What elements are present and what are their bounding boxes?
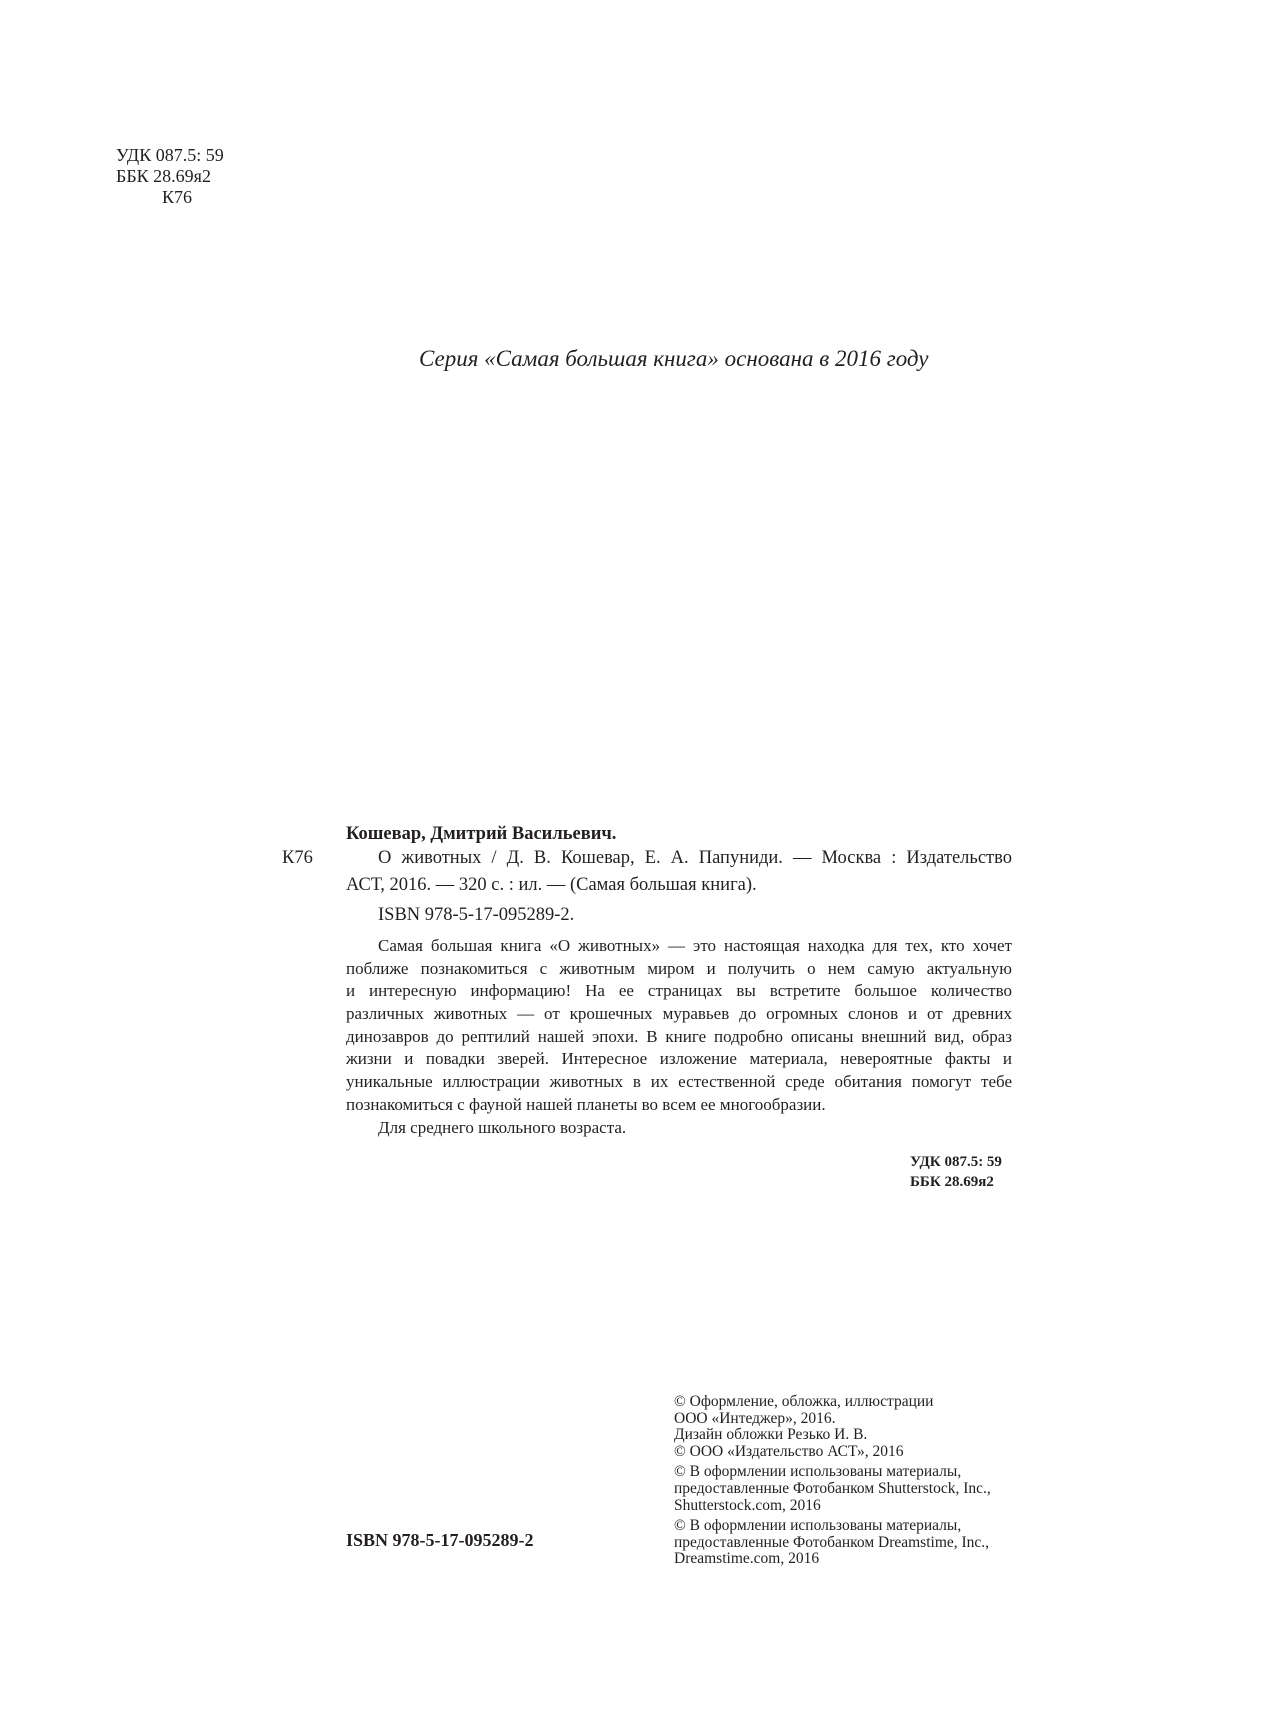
bottom-classification-codes xyxy=(910,1152,1002,1192)
bottom-udk-code: УДК 087.5: 59 xyxy=(910,1154,1002,1170)
copyright-line: © В оформлении использованы материалы, xyxy=(674,1463,962,1481)
annotation-text xyxy=(346,935,1012,1117)
copyright-line: © Оформление, обложка, иллюстрации xyxy=(674,1393,934,1410)
copyright-block xyxy=(674,1394,991,1568)
top-author-mark: К76 xyxy=(162,187,193,207)
bibliography-author: Кошевар, Дмитрий Васильевич. xyxy=(346,824,617,844)
top-bbk-code: ББК 28.69я2 xyxy=(116,166,211,186)
bibliography-author-mark: К76 xyxy=(282,848,313,868)
copyright-line: © В оформлении использованы материалы, xyxy=(674,1517,962,1535)
annotation-line: уникальные иллюстрации животных в их естественной среде обитания помогут тебе xyxy=(346,1072,1012,1092)
age-recommendation: Для среднего школьного возраста. xyxy=(378,1118,627,1137)
bibliography-title-line-1: О животных / Д. В. Кошевар, Е. А. Папуниди. — Москва : Издательство xyxy=(378,848,1012,868)
copyright-line: Dreamstime.com, 2016 xyxy=(674,1550,820,1568)
bibliography-title-line-2: АСТ, 2016. — 320 с. : ил. — (Самая большая книга). xyxy=(346,875,757,895)
bibliography-isbn: ISBN 978-5-17-095289-2. xyxy=(378,905,575,925)
bottom-bbk-code: ББК 28.69я2 xyxy=(910,1174,994,1190)
isbn-bottom: ISBN 978-5-17-095289-2 xyxy=(346,1530,534,1550)
annotation-line: поближе познакомиться с животным миром и получить о нем самую актуальную xyxy=(346,958,1012,978)
top-classification-codes xyxy=(116,145,224,208)
copyright-line: Shutterstock.com, 2016 xyxy=(674,1496,821,1514)
copyright-line: ООО «Интеджер», 2016. xyxy=(674,1409,836,1427)
annotation-line: жизни и повадки зверей. Интересное изложение материала, невероятные факты и xyxy=(346,1049,1012,1069)
copyright-line: предоставленные Фотобанком Dreamstime, Inc., xyxy=(674,1533,990,1551)
series-statement: Серия «Самая большая книга» основана в 2016 году xyxy=(419,346,929,371)
annotation-line: различных животных — от крошечных муравьев до огромных слонов и от древних xyxy=(346,1004,1012,1024)
copyright-line: предоставленные Фотобанком Shutterstock, Inc., xyxy=(674,1479,991,1497)
top-udk-code: УДК 087.5: 59 xyxy=(116,145,224,165)
copyright-line: © ООО «Издательство АСТ», 2016 xyxy=(674,1442,904,1460)
annotation-line: Самая большая книга «О животных» — это настоящая находка для тех, кто хочет xyxy=(378,936,1012,955)
copyright-line: Дизайн обложки Резько И. В. xyxy=(674,1426,868,1444)
annotation-line: познакомиться с фауной нашей планеты во всем ее многообразии. xyxy=(346,1094,826,1114)
annotation-line: и интересную информацию! На ее страницах вы встретите большое количество xyxy=(346,981,1012,1001)
annotation-line: динозавров до рептилий нашей эпохи. В книге подробно описаны внешний вид, образ xyxy=(346,1026,1012,1046)
